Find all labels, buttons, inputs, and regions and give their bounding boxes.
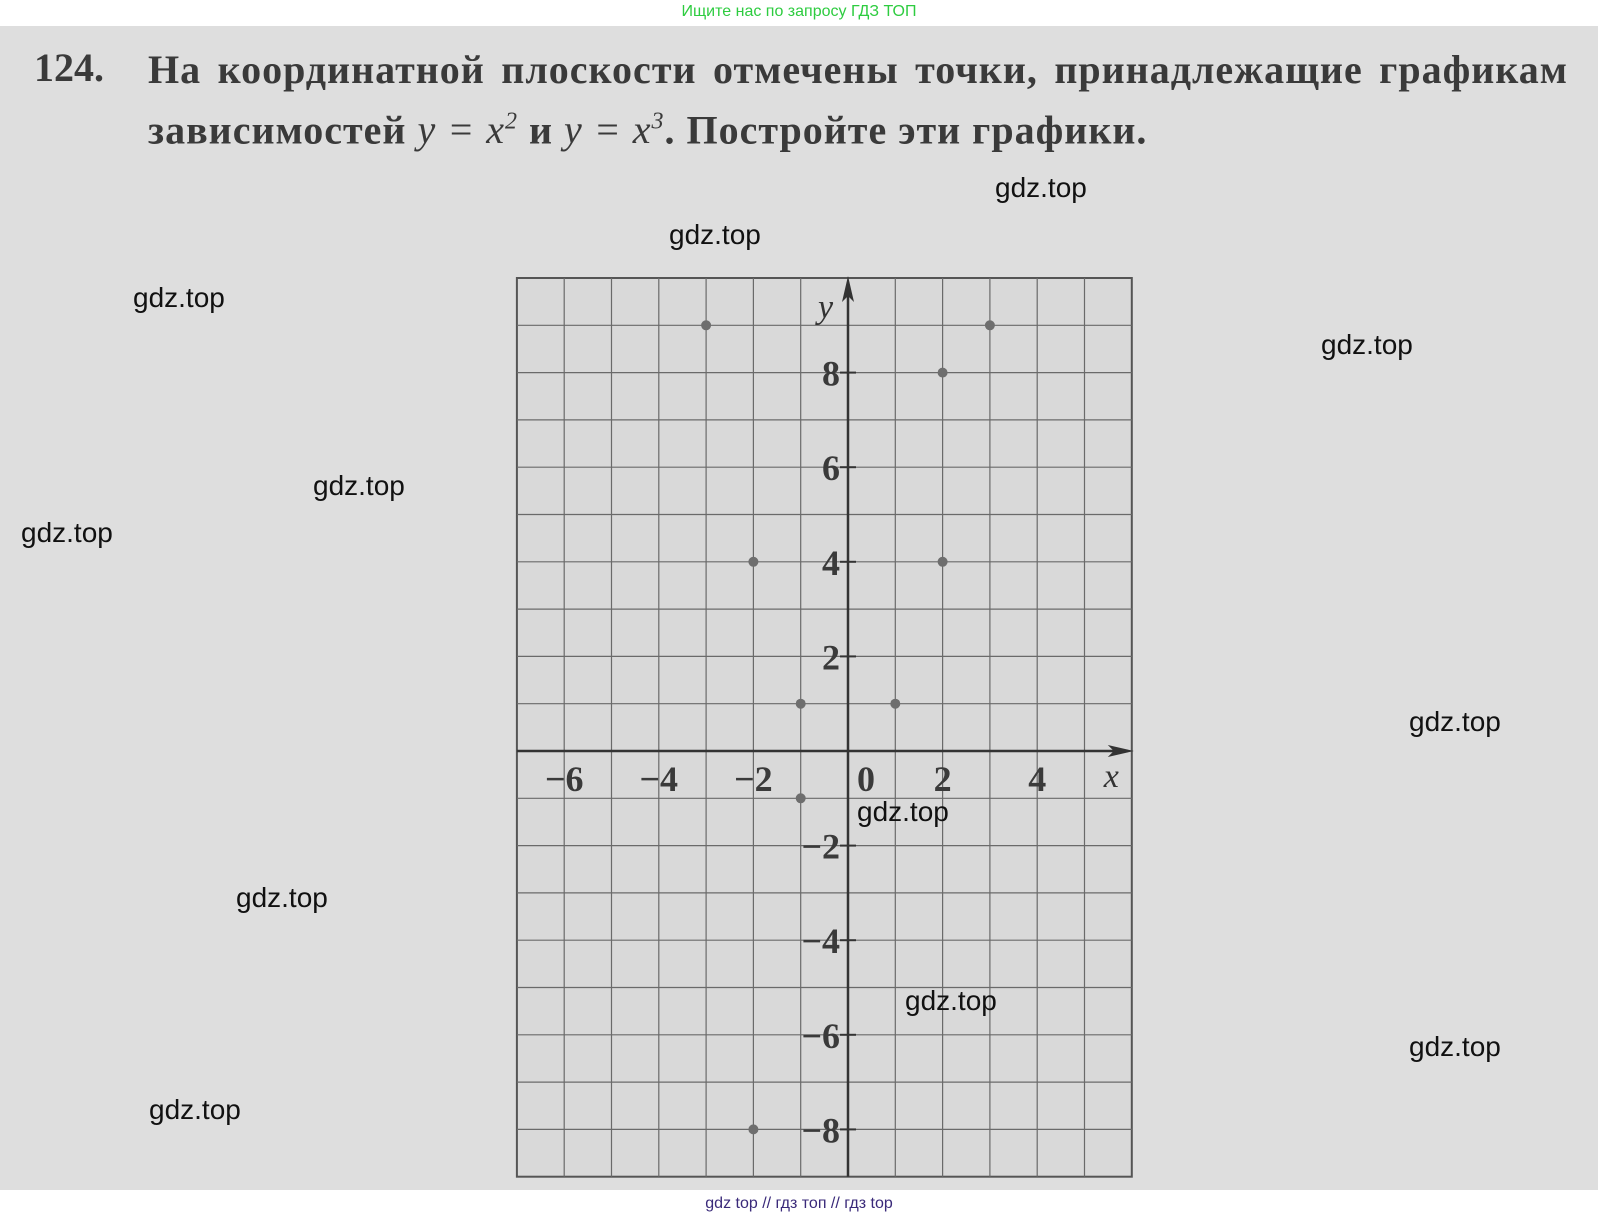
y-tick-label: −6 [801,1015,840,1056]
y-tick-label: −8 [801,1110,840,1151]
y-tick-label: 2 [822,637,840,678]
formula-cube: $y = x^3$ [564,107,665,153]
watermark: gdz.top [1409,706,1501,737]
data-point [938,368,948,378]
problem-number: 124. [34,45,104,90]
data-point [796,793,806,803]
watermark: gdz.top [21,517,113,548]
x-tick-label: −6 [544,759,584,799]
watermark: gdz.top [1409,1031,1501,1062]
watermark: gdz.top [1321,329,1413,360]
data-point [938,557,948,567]
x-tick-label: 4 [1028,759,1047,799]
y-tick-label: 6 [822,448,840,489]
data-point [748,557,758,567]
watermark: gdz.top [905,985,997,1016]
watermark: gdz.top [857,796,949,827]
y-tick-label: −4 [801,921,840,962]
y-tick-label: 4 [822,542,840,583]
x-tick-label: −4 [639,759,679,799]
formula-square: $y = x^2$ [417,107,518,153]
y-tick-label: 8 [822,353,840,394]
x-tick-label: 0 [857,759,875,799]
data-point [985,320,995,330]
data-point [748,1124,758,1134]
footer-links[interactable]: gdz top // гдз топ // гдз top [0,1192,1598,1219]
watermark: gdz.top [995,172,1087,203]
problem-text-after: . Постройте эти графики. [664,107,1148,153]
data-point [796,699,806,709]
problem-text-before: На координатной плоскости отмечены точки, принадлежащие графикам зависимостей [148,47,1568,153]
problem-conjunction: и [517,107,564,153]
data-point [890,699,900,709]
watermark: gdz.top [133,282,225,313]
watermark: gdz.top [149,1094,241,1125]
x-tick-label: 2 [933,759,952,799]
search-banner[interactable]: Ищите нас по запросу ГДЗ ТОП [681,3,917,20]
y-tick-label: −2 [801,826,840,867]
watermark: gdz.top [669,219,761,250]
data-point [701,320,711,330]
watermark: gdz.top [236,882,328,913]
y-axis-label: y [818,289,834,326]
x-axis-label: x [1103,758,1119,795]
watermark: gdz.top [313,470,405,501]
x-tick-label: −2 [734,759,773,799]
